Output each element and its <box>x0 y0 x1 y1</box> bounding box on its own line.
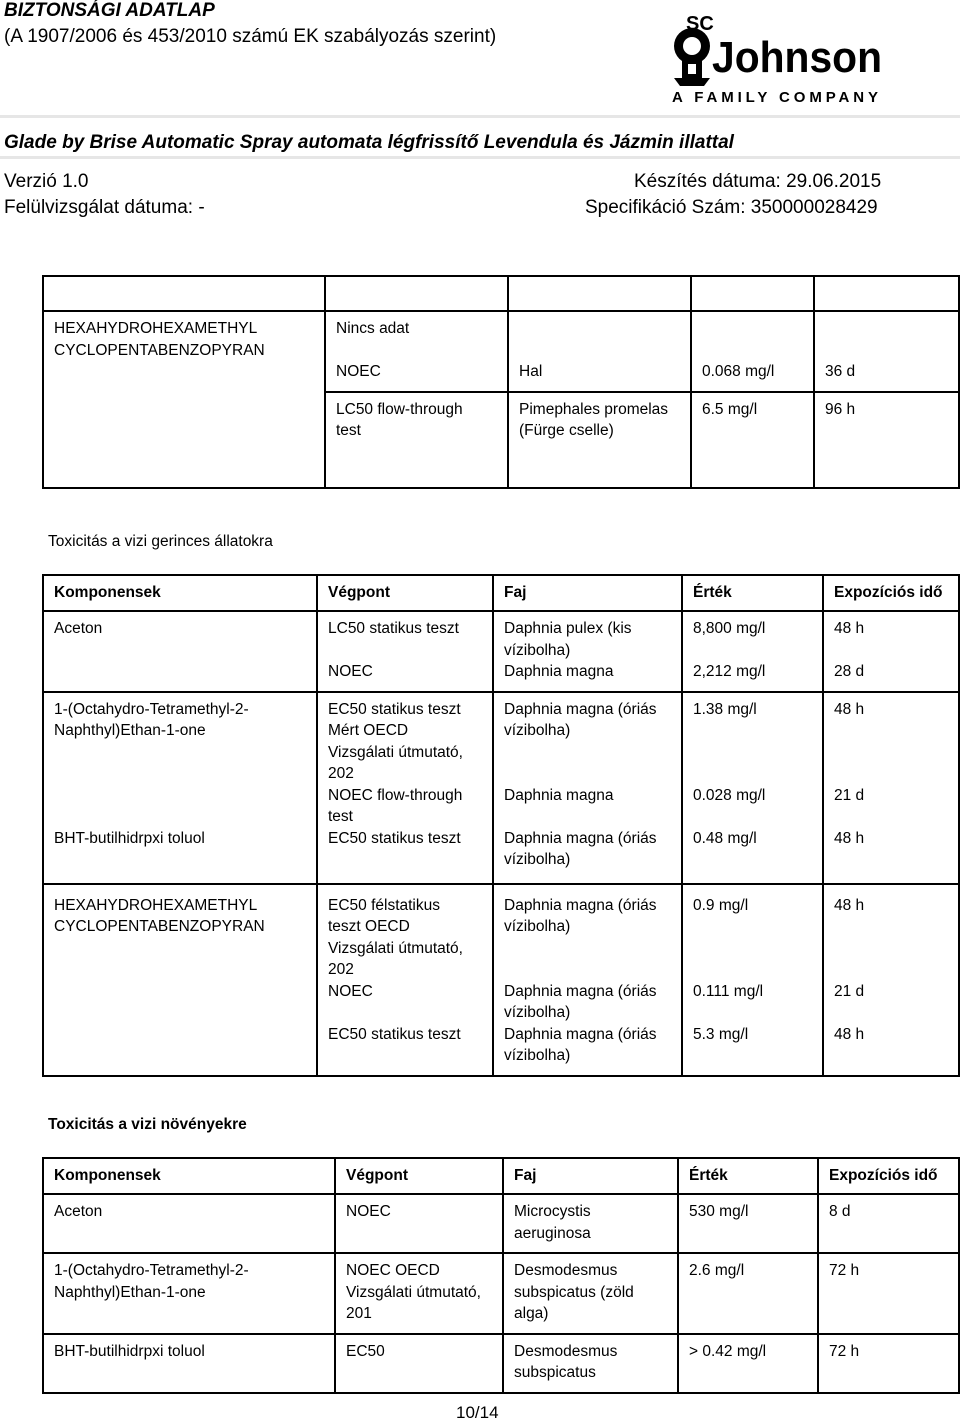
column-header: Komponensek <box>43 1158 335 1194</box>
endpoint-cell: LC50 statikus teszt NOEC <box>317 611 493 692</box>
column-header: Végpont <box>317 575 493 611</box>
species-cell: Daphnia pulex (kis vízibolha) Daphnia magna <box>493 611 682 692</box>
column-header: Expozíciós idő <box>823 575 959 611</box>
component-cell: BHT-butilhidrpxi toluol <box>43 1334 335 1393</box>
time-cell: 48 h 21 d <box>823 692 959 828</box>
column-header: Komponensek <box>43 575 317 611</box>
spec-number-label: Specifikáció Szám: 350000028429 <box>585 197 878 218</box>
value-cell: 6.5 mg/l <box>691 392 814 488</box>
sc-johnson-logo <box>668 8 888 106</box>
time-cell: 72 h <box>818 1334 959 1393</box>
value-cell: 2.6 mg/l <box>678 1253 818 1334</box>
value-cell: 530 mg/l <box>678 1194 818 1253</box>
column-header: Érték <box>682 575 823 611</box>
header-rule-top <box>0 115 960 118</box>
value-cell: 0.9 mg/l 0.111 mg/l 5.3 mg/l <box>682 884 823 1076</box>
logo-johnson-text: Johnson <box>712 33 882 82</box>
page-number: 10/14 <box>456 1403 499 1422</box>
endpoint-cell: EC50 <box>335 1334 503 1393</box>
table-row <box>43 884 959 1076</box>
table-row <box>43 828 959 884</box>
endpoint-cell: EC50 félstatikus teszt OECD Vizsgálati útmutató, 202 NOEC EC50 statikus teszt <box>317 884 493 1076</box>
table-row <box>43 311 959 392</box>
column-header: Faj <box>493 575 682 611</box>
value-cell: 1.38 mg/l 0.028 mg/l <box>682 692 823 828</box>
section-heading-plants: Toxicitás a vizi növényekre <box>48 1116 247 1133</box>
column-header: Végpont <box>335 1158 503 1194</box>
document-title: BIZTONSÁGI ADATLAP <box>4 0 215 21</box>
logo-emblem-icon <box>674 28 710 86</box>
species-cell: Hal <box>508 311 691 392</box>
logo-sc-text: SC <box>686 13 714 35</box>
fish-toxicity-table-tail <box>42 275 960 489</box>
table-header-row <box>43 1158 959 1194</box>
component-cell: 1-(Octahydro-Tetramethyl-2- Naphthyl)Ethan-1-one <box>43 1253 335 1334</box>
document-subtitle: (A 1907/2006 és 453/2010 számú EK szabályozás szerint) <box>4 26 497 47</box>
column-header: Faj <box>503 1158 678 1194</box>
species-cell: Pimephales promelas (Fürge cselle) <box>508 392 691 488</box>
species-cell: Daphnia magna (óriás vízibolha) <box>493 828 682 884</box>
time-cell: 48 h 28 d <box>823 611 959 692</box>
species-cell: Desmodesmus subspicatus <box>503 1334 678 1393</box>
logo-tagline-text: A FAMILY COMPANY <box>672 89 878 106</box>
column-header: Érték <box>678 1158 818 1194</box>
table-row <box>43 1334 959 1393</box>
time-cell: 36 d <box>814 311 959 392</box>
column-header: Expozíciós idő <box>818 1158 959 1194</box>
review-date-label: Felülvizsgálat dátuma: - <box>4 197 205 218</box>
species-cell: Daphnia magna (óriás vízibolha) Daphnia magna (óriás vízibolha) Daphnia magna (óriás vízibolha) <box>493 884 682 1076</box>
plant-toxicity-table <box>42 1157 960 1394</box>
component-cell: HEXAHYDROHEXAMETHYL CYCLOPENTABENZOPYRAN <box>43 311 325 488</box>
invertebrate-toxicity-table <box>42 574 960 1077</box>
time-cell: 48 h <box>823 828 959 884</box>
endpoint-cell: EC50 statikus teszt Mért OECD Vizsgálati útmutató, 202 NOEC flow-through test <box>317 692 493 828</box>
time-cell: 48 h 21 d 48 h <box>823 884 959 1076</box>
version-label: Verzió 1.0 <box>4 171 89 192</box>
endpoint-cell: LC50 flow-through test <box>325 392 508 488</box>
component-cell: BHT-butilhidrpxi toluol <box>43 828 317 884</box>
table-row <box>43 1194 959 1253</box>
endpoint-cell: NOEC <box>335 1194 503 1253</box>
species-cell: Daphnia magna (óriás vízibolha) Daphnia magna <box>493 692 682 828</box>
value-cell: 0.48 mg/l <box>682 828 823 884</box>
time-cell: 8 d <box>818 1194 959 1253</box>
value-cell: 0.068 mg/l <box>691 311 814 392</box>
endpoint-cell: Nincs adat NOEC <box>325 311 508 392</box>
table-row <box>43 692 959 828</box>
product-name: Glade by Brise Automatic Spray automata légfrissítő Levendula és Jázmin illattal <box>4 132 734 153</box>
time-cell: 72 h <box>818 1253 959 1334</box>
time-cell: 96 h <box>814 392 959 488</box>
component-cell: 1-(Octahydro-Tetramethyl-2- Naphthyl)Ethan-1-one <box>43 692 317 828</box>
table-row <box>43 1253 959 1334</box>
component-cell: HEXAHYDROHEXAMETHYL CYCLOPENTABENZOPYRAN <box>43 884 317 1076</box>
component-cell: Aceton <box>43 611 317 692</box>
endpoint-cell: EC50 statikus teszt <box>317 828 493 884</box>
component-cell: Aceton <box>43 1194 335 1253</box>
value-cell: > 0.42 mg/l <box>678 1334 818 1393</box>
created-date-label: Készítés dátuma: 29.06.2015 <box>634 171 882 192</box>
table-spacer-row <box>43 276 959 311</box>
species-cell: Desmodesmus subspicatus (zöld alga) <box>503 1253 678 1334</box>
header-rule-bottom <box>0 156 960 159</box>
value-cell: 8,800 mg/l 2,212 mg/l <box>682 611 823 692</box>
table-header-row <box>43 575 959 611</box>
species-cell: Microcystis aeruginosa <box>503 1194 678 1253</box>
section-heading-invertebrates: Toxicitás a vizi gerinces állatokra <box>48 533 273 550</box>
endpoint-cell: NOEC OECD Vizsgálati útmutató, 201 <box>335 1253 503 1334</box>
table-row <box>43 611 959 692</box>
